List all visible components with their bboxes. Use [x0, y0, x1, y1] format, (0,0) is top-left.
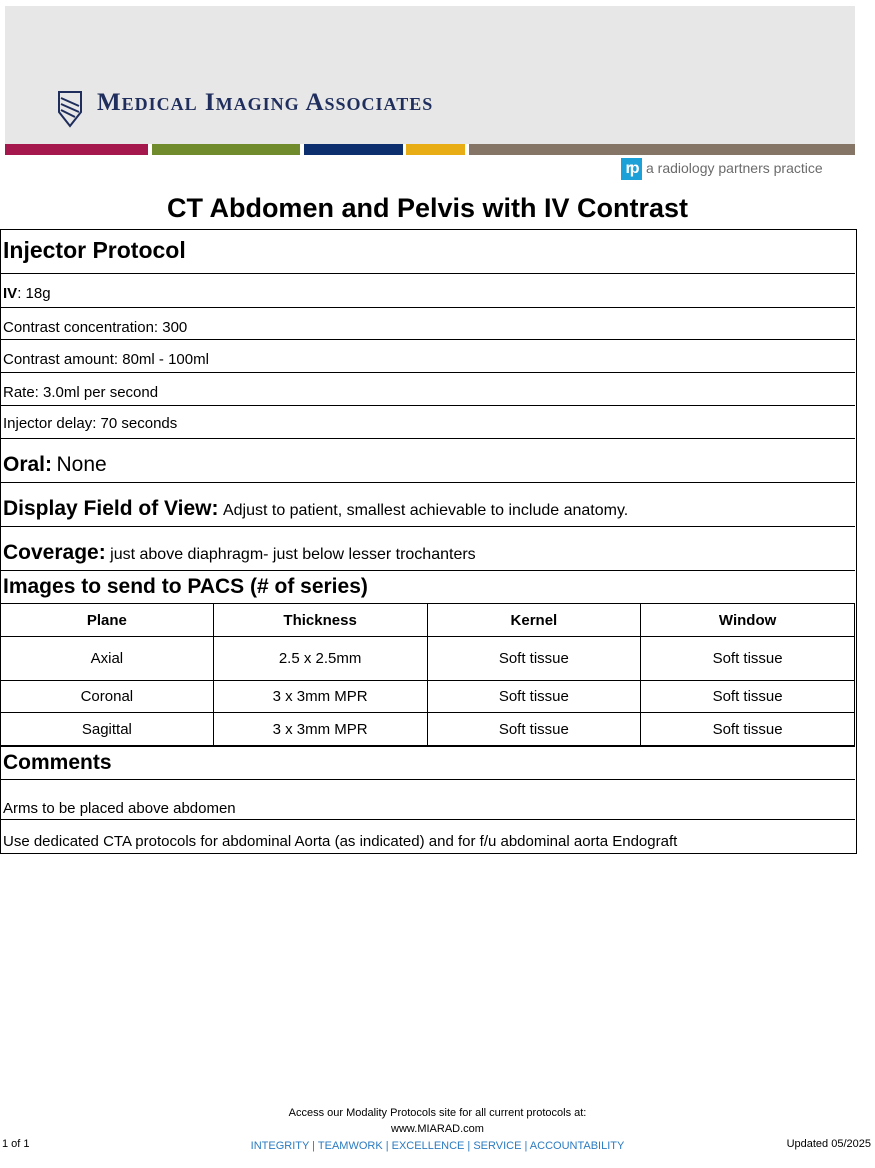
oral-value: None: [56, 453, 107, 476]
table-cell: 3 x 3mm MPR: [213, 713, 427, 746]
brand-bar-green: [152, 144, 300, 155]
dfov-row: [0, 482, 855, 526]
rate-row: [0, 372, 855, 405]
col-header-thickness: Thickness: [213, 604, 427, 637]
comment-text: Arms to be placed above abdomen: [3, 800, 236, 817]
injector-delay-row: [0, 405, 855, 438]
contrast-amount-row: [0, 339, 855, 372]
header-band: [5, 6, 855, 144]
tagline: a radiology partners practice: [646, 160, 823, 176]
comment-row: [0, 779, 855, 819]
dfov-value: Adjust to patient, smallest achievable to include anatomy.: [222, 502, 629, 519]
comments-heading-row: [0, 746, 855, 779]
comment-row: [0, 819, 855, 852]
coverage-row: [0, 526, 855, 570]
table-cell: Axial: [1, 637, 214, 681]
brand-bar-taupe: [469, 144, 855, 155]
coverage-label: Coverage:: [3, 541, 106, 564]
col-header-plane: Plane: [1, 604, 214, 637]
page-number: 1 of 1: [2, 1138, 30, 1150]
comment-text: Use dedicated CTA protocols for abdominal Aorta (as indicated) and for f/u abdominal aorta Endograft: [3, 833, 678, 850]
series-table: [0, 603, 855, 746]
table-cell: Soft tissue: [427, 637, 641, 681]
page-title: CT Abdomen and Pelvis with IV Contrast: [166, 193, 689, 223]
col-header-kernel: Kernel: [427, 604, 641, 637]
comments-heading: Comments: [3, 751, 112, 774]
iv-label: IV: [3, 285, 18, 302]
footer-access-line: Access our Modality Protocols site for all current protocols at:: [288, 1107, 587, 1119]
updated-date: Updated 05/2025: [786, 1138, 871, 1150]
coverage-text: [3, 541, 476, 565]
brand-bar-gold: [406, 144, 465, 155]
contrast-amount: Contrast amount: 80ml - 100ml: [3, 351, 209, 368]
oral-label: Oral:: [3, 453, 53, 476]
brand-bar-maroon: [5, 144, 148, 155]
shield-logo-icon: [57, 90, 83, 128]
footer-url[interactable]: www.MIARAD.com: [391, 1123, 484, 1135]
col-header-window: Window: [641, 604, 855, 637]
pacs-heading: Images to send to PACS (# of series): [3, 575, 368, 598]
pacs-heading-row: [0, 570, 855, 603]
table-cell: Coronal: [1, 681, 214, 713]
injector-heading-row: [0, 229, 855, 273]
injector-delay: Injector delay: 70 seconds: [3, 415, 178, 432]
rate: Rate: 3.0ml per second: [3, 384, 159, 401]
table-row: [1, 681, 855, 713]
iv-row: [0, 273, 855, 307]
footer-values: INTEGRITY | TEAMWORK | EXCELLENCE | SERVICE | ACCOUNTABILITY: [250, 1140, 625, 1152]
oral-row: [0, 438, 855, 482]
brand-bar-navy: [304, 144, 403, 155]
dfov-label: Display Field of View:: [3, 497, 219, 520]
oral-text: [3, 453, 107, 477]
injector-heading: Injector Protocol: [3, 237, 186, 263]
org-name: Medical Imaging Associates: [97, 89, 434, 116]
table-cell: Soft tissue: [427, 713, 641, 746]
table-cell: Sagittal: [1, 713, 214, 746]
table-cell: Soft tissue: [427, 681, 641, 713]
table-row: [1, 713, 855, 746]
table-header-row: [1, 604, 855, 637]
iv-value: : 18g: [17, 285, 51, 302]
contrast-concentration-row: [0, 307, 855, 339]
table-row: [1, 637, 855, 681]
contrast-concentration: Contrast concentration: 300: [3, 319, 188, 336]
table-cell: Soft tissue: [641, 681, 855, 713]
iv-text: [3, 285, 51, 302]
rp-logo-icon: rp: [621, 158, 642, 180]
table-cell: 3 x 3mm MPR: [213, 681, 427, 713]
table-cell: 2.5 x 2.5mm: [213, 637, 427, 681]
dfov-text: [3, 497, 628, 521]
table-cell: Soft tissue: [641, 713, 855, 746]
coverage-value: just above diaphragm- just below lesser trochanters: [110, 546, 476, 563]
table-cell: Soft tissue: [641, 637, 855, 681]
